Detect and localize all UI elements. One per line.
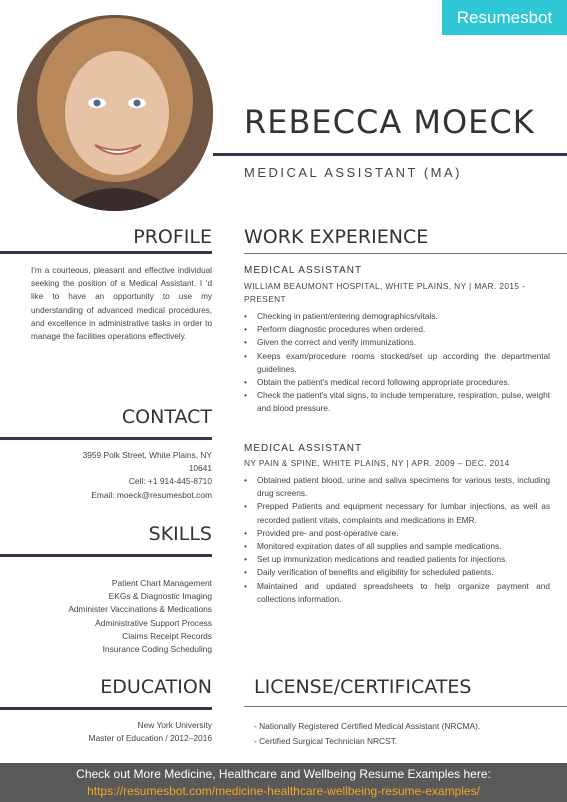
license-divider xyxy=(244,706,567,707)
job-bullet: • Keeps exam/procedure rooms stocked/set up according the departmental guidelines. xyxy=(244,350,550,376)
job-bullet: • Obtained patient blood, urine and saliva specimens for various tests, including drug screens. xyxy=(244,474,550,500)
education-list xyxy=(12,719,212,745)
license-heading: LICENSE/CERTIFICATES xyxy=(254,676,472,698)
work-heading: WORK EXPERIENCE xyxy=(244,226,429,248)
contact-email[interactable]: Email: moeck@resumesbot.com xyxy=(91,489,212,500)
contact-address: 3959 Polk Street, White Plains, NY xyxy=(82,450,212,460)
skills-divider xyxy=(0,554,212,557)
profile-photo xyxy=(17,15,213,211)
job-bullet: • Maintained and updated spreadsheets to help organize payment and collections information. xyxy=(244,580,550,606)
contact-zip: 10641 xyxy=(188,463,212,474)
skills-heading: SKILLS xyxy=(148,523,212,545)
header-divider xyxy=(213,153,567,156)
person-name: REBECCA MOECK xyxy=(244,103,535,141)
skill-item: Administer Vaccinations & Medications xyxy=(68,604,212,615)
job-1-bullets xyxy=(244,310,550,416)
job-bullet: • Provided pre- and post-operative care. xyxy=(244,527,550,540)
job-2-bullets xyxy=(244,474,550,606)
footer-banner xyxy=(0,763,567,802)
job-1-title: MEDICAL ASSISTANT xyxy=(244,265,363,276)
job-bullet: • Daily verification of benefits and eligibility for scheduled patients. xyxy=(244,566,550,579)
job-bullet: • Perform diagnostic procedures when ordered. xyxy=(244,323,550,336)
brand-logo[interactable]: Resumesbot xyxy=(442,0,567,35)
certificates-list xyxy=(254,719,480,749)
job-bullet: • Check the patient's vital signs, to include temperature, respiration, pulse, weight and blood pressure. xyxy=(244,389,550,415)
job-1-meta: WILLIAM BEAUMONT HOSPITAL, WHITE PLAINS, NY | MAR. 2015 - PRESENT xyxy=(244,281,526,304)
job-bullet: • Set up immunization medications and readied patients for injections. xyxy=(244,553,550,566)
footer-link[interactable]: https://resumesbot.com/medicine-healthcare-wellbeing-resume-examples/ xyxy=(87,784,480,798)
job-title-subtitle: MEDICAL ASSISTANT (MA) xyxy=(244,165,463,180)
skill-item: Claims Receipt Records xyxy=(122,630,212,641)
skill-item: Insurance Coding Scheduling xyxy=(102,644,212,655)
work-divider xyxy=(244,253,567,254)
contact-divider xyxy=(0,437,212,440)
job-2-title: MEDICAL ASSISTANT xyxy=(244,443,363,454)
footer-text: Check out More Medicine, Healthcare and Wellbeing Resume Examples here: xyxy=(76,767,491,781)
certificate-item: - Certified Surgical Technician NRCST. xyxy=(254,736,398,746)
profile-text: I'm a courteous, pleasant and effective individual seeking the position of a Medical Assistant. I 'd like to have an opportunity to use my understanding of advanced medical procedures, and excellence in administrative tasks in order to manage the facilities operations effectively. xyxy=(31,266,212,342)
education-divider xyxy=(0,707,212,710)
contact-cell: Cell: +1 914-445-8710 xyxy=(128,476,212,487)
job-bullet: • Given the correct and verify immunizations. xyxy=(244,336,550,349)
skill-item: Administrative Support Process xyxy=(95,617,212,628)
job-bullet: • Prepped Patients and equipment necessary for lumbar injections, as well as recorded patient vitals, complaints and medications in EMR. xyxy=(244,500,550,526)
education-degree: Master of Education / 2012–2016 xyxy=(88,733,212,744)
certificate-item: - Nationally Registered Certified Medical Assistant (NRCMA). xyxy=(254,721,481,731)
education-school: New York University xyxy=(137,720,212,730)
education-heading: EDUCATION xyxy=(100,676,212,698)
job-bullet: • Obtain the patient's medical record following appropriate procedures. xyxy=(244,376,550,389)
skills-list xyxy=(12,577,212,656)
portrait-image xyxy=(17,15,213,211)
contact-list xyxy=(12,449,212,502)
skill-item: Patient Chart Management xyxy=(111,578,212,588)
skill-item: EKGs & Diagnostic Imaging xyxy=(108,591,212,602)
contact-heading: CONTACT xyxy=(121,406,212,428)
job-2-meta: NY PAIN & SPINE, WHITE PLAINS, NY | APR. 2009 – DEC. 2014 xyxy=(244,458,510,468)
job-bullet: • Checking in patient/entering demographics/vitals. xyxy=(244,310,550,323)
profile-heading: PROFILE xyxy=(133,226,212,248)
job-bullet: • Monitored expiration dates of all supplies and sample medications. xyxy=(244,540,550,553)
profile-divider xyxy=(0,251,212,254)
